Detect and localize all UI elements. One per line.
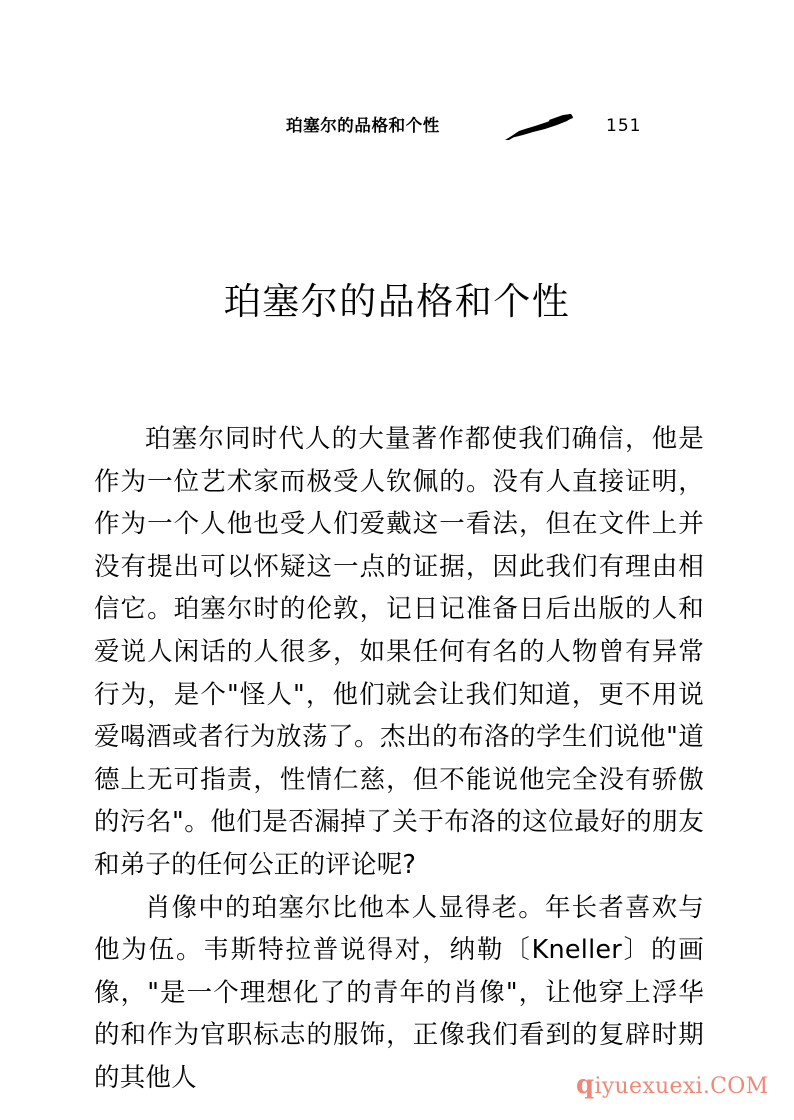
running-head bbox=[0, 112, 794, 144]
paragraph: 珀塞尔同时代人的大量著作都使我们确信，他是作为一位艺术家而极受人钦佩的。没有人直接证明，作为一个人他也受人们爱戴这一看法，但在文件上并没有提出可以怀疑这一点的证据，因此我们有理由相信它。珀塞尔时的伦敦，记日记准备日后出版的人和爱说人闲话的人很多，如果任何有名的人物曾有异常行为，是个"怪人"，他们就会让我们知道，更不用说爱喝酒或者行为放荡了。杰出的布洛的学生们说他"道德上无可指责，性情仁慈，但不能说他完全没有骄傲的污名"。他们是否漏掉了关于布洛的这位最好的朋友和弟子的任何公正的评论呢? bbox=[94, 424, 704, 880]
page-number: 151 bbox=[606, 116, 642, 136]
chapter-title: 珀塞尔的品格和个性 bbox=[223, 280, 571, 323]
body-text bbox=[94, 418, 704, 1100]
watermark-text: iyuexuexi.COM bbox=[594, 1074, 769, 1099]
watermark-initial: q bbox=[576, 1070, 595, 1100]
running-head-title: 珀塞尔的品格和个性 bbox=[286, 116, 440, 135]
leaf-flourish-ornament bbox=[505, 114, 577, 140]
site-watermark bbox=[576, 1072, 768, 1100]
paragraph: 肖像中的珀塞尔比他本人显得老。年长者喜欢与他为伍。韦斯特拉普说得对，纳勒〔Kneller〕的画像，"是一个理想化了的青年的肖像"，让他穿上浮华的和作为官职标志的服饰，正像我们看到的复辟时期的其他人 bbox=[94, 892, 704, 1093]
